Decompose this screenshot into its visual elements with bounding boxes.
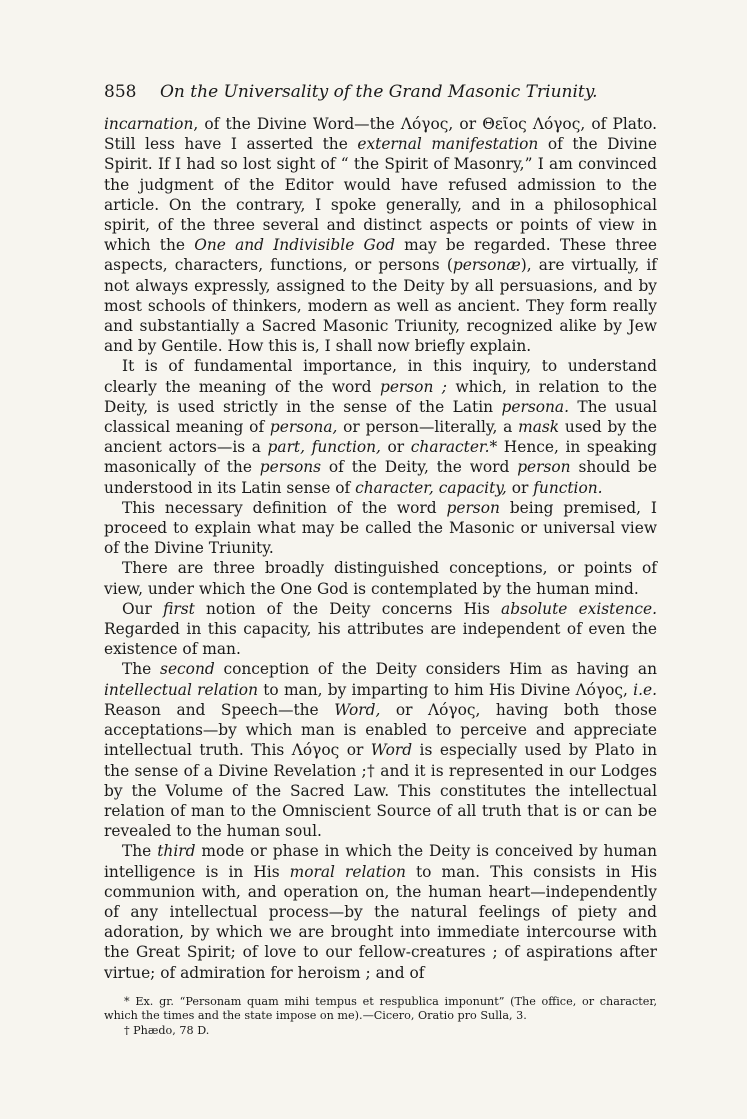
- italic-text: Word: [370, 741, 413, 760]
- italic-text: external manifestation: [357, 135, 539, 154]
- text-run: mode or phase in which the Deity is conceived by human intelligence is in His: [104, 842, 657, 881]
- text-run: or: [506, 478, 534, 497]
- text-run: * Hence, in speaking masonically of the: [104, 438, 657, 477]
- text-run: The: [122, 842, 158, 861]
- footnotes: [104, 995, 657, 1039]
- italic-text: part, function,: [267, 438, 381, 457]
- footnote: [104, 995, 657, 1024]
- italic-text: third: [157, 842, 196, 861]
- text-run: notion of the Deity concerns His: [194, 599, 502, 618]
- text-run: Reason and Speech—the: [104, 700, 335, 719]
- text-run: There are three broadly distinguished conceptions, or points of view, under which the One God is contemplated by the human mind.: [104, 559, 657, 598]
- text-run: of the Divine Spirit. If I had so lost sight of “ the Spirit of Masonry,” I am convinced the judgment of the Editor would have refused admission to the article. On the contrary, I spoke generally, and in a philosophical spirit, of the three several and distinct aspects or points of view in which the: [104, 135, 657, 255]
- running-title: On the Universality of the Grand Masonic Triunity.: [160, 82, 598, 102]
- paragraph: [104, 659, 657, 841]
- paragraph: [104, 841, 657, 982]
- paragraph: [104, 558, 657, 598]
- italic-text: incarnation: [104, 115, 194, 133]
- text-run: † Phædo, 78 D.: [124, 1023, 210, 1037]
- text-run: being premised, I proceed to explain what may be called the Masonic or universal view of the Divine Triunity.: [104, 498, 657, 558]
- italic-text: persona,: [269, 418, 338, 437]
- text-run: or: [380, 438, 411, 457]
- text-run: to man. This consists in His communion with, and operation on, the human heart—independently of any intellectual process—by the natural feelings of piety and adoration, by which we are brought into immediate intercourse with the Great Spirit; of love to our fellow-creatures ; of aspirations after virtue; of admiration for heroism ; and of: [104, 862, 657, 982]
- italic-text: moral relation: [289, 862, 406, 881]
- text-run: It is of fundamental importance, in this inquiry, to understand clearly the meaning of the word: [104, 357, 657, 396]
- text-run: conception of the Deity considers Him as having an: [214, 660, 657, 679]
- italic-text: persons: [259, 458, 322, 477]
- italic-text: person: [446, 498, 500, 517]
- body-text: [104, 114, 657, 983]
- text-run: The usual classical meaning of: [104, 397, 657, 437]
- text-run: This necessary definition of the word: [122, 498, 447, 517]
- paragraph: [104, 114, 657, 356]
- paragraph: [104, 599, 657, 660]
- italic-text: persona.: [501, 397, 569, 416]
- italic-text: absolute existence.: [501, 599, 658, 618]
- italic-text: character, capacity,: [355, 478, 507, 497]
- italic-text: intellectual relation: [104, 680, 258, 699]
- text-run: which, in relation to the Deity, is used strictly in the sense of the Latin: [104, 377, 657, 416]
- text-run: of the Deity, the word: [321, 458, 518, 477]
- italic-text: Word,: [334, 700, 381, 719]
- page-number: 858: [104, 82, 137, 102]
- italic-text: first: [163, 599, 195, 618]
- italic-text: personæ: [452, 256, 521, 275]
- text-run: should be understood in its Latin sense of: [104, 458, 657, 497]
- text-run: , of the Divine Word—the Λόγος, or Θεῖος Λόγος, of Plato. Still less have I asserted the: [104, 115, 657, 154]
- text-run: Our: [122, 599, 164, 618]
- paragraph: [104, 498, 657, 559]
- italic-text: i.e.: [633, 680, 657, 699]
- footnote: [104, 1024, 657, 1039]
- italic-text: mask: [518, 418, 560, 437]
- text-run: may be regarded. These three aspects, characters, functions, or persons (: [104, 236, 658, 275]
- text-run: used by the ancient actors—is a: [104, 418, 657, 457]
- text-run: to man, by imparting to him His Divine Λόγος,: [258, 680, 634, 699]
- text-run: is especially used by Plato in the sense of a Divine Revelation ;† and it is represented in our Lodges by the Volume of the Sacred Law. This constitutes the intellectual relation of man to the Omniscient Source of all truth that is or can be revealed to the human soul.: [104, 741, 657, 841]
- text-run: or Λόγος, having both those acceptations—by which man is enabled to perceive and appreciate intellectual truth. This Λόγος or: [104, 700, 657, 760]
- italic-text: function.: [533, 478, 603, 497]
- italic-text: person ;: [379, 377, 447, 396]
- text-run: Regarded in this capacity, his attributes are independent of even the existence of man.: [104, 620, 657, 659]
- text-run: The: [122, 660, 161, 679]
- page-header: [104, 82, 657, 102]
- italic-text: second: [160, 660, 215, 679]
- italic-text: person: [517, 458, 571, 477]
- text-run: * Ex. gr. “Personam quam mihi tempus et respublica imponunt” (The office, or character, which the times and the state impose on me).—Cicero, Oratio pro Sulla, 3.: [104, 994, 657, 1023]
- italic-text: character.: [410, 438, 490, 457]
- italic-text: One and Indivisible God: [194, 236, 395, 255]
- text-run: ), are virtually, if not always expressly, assigned to the Deity by all persuasions, and by most schools of thinkers, modern as well as ancient. They form really and substantially a Sacred Masonic Triunity, recognized alike by Jew and by Gentile. How this is, I shall now briefly explain.: [104, 256, 657, 356]
- paragraph: [104, 356, 657, 497]
- text-run: or person—literally, a: [337, 418, 519, 437]
